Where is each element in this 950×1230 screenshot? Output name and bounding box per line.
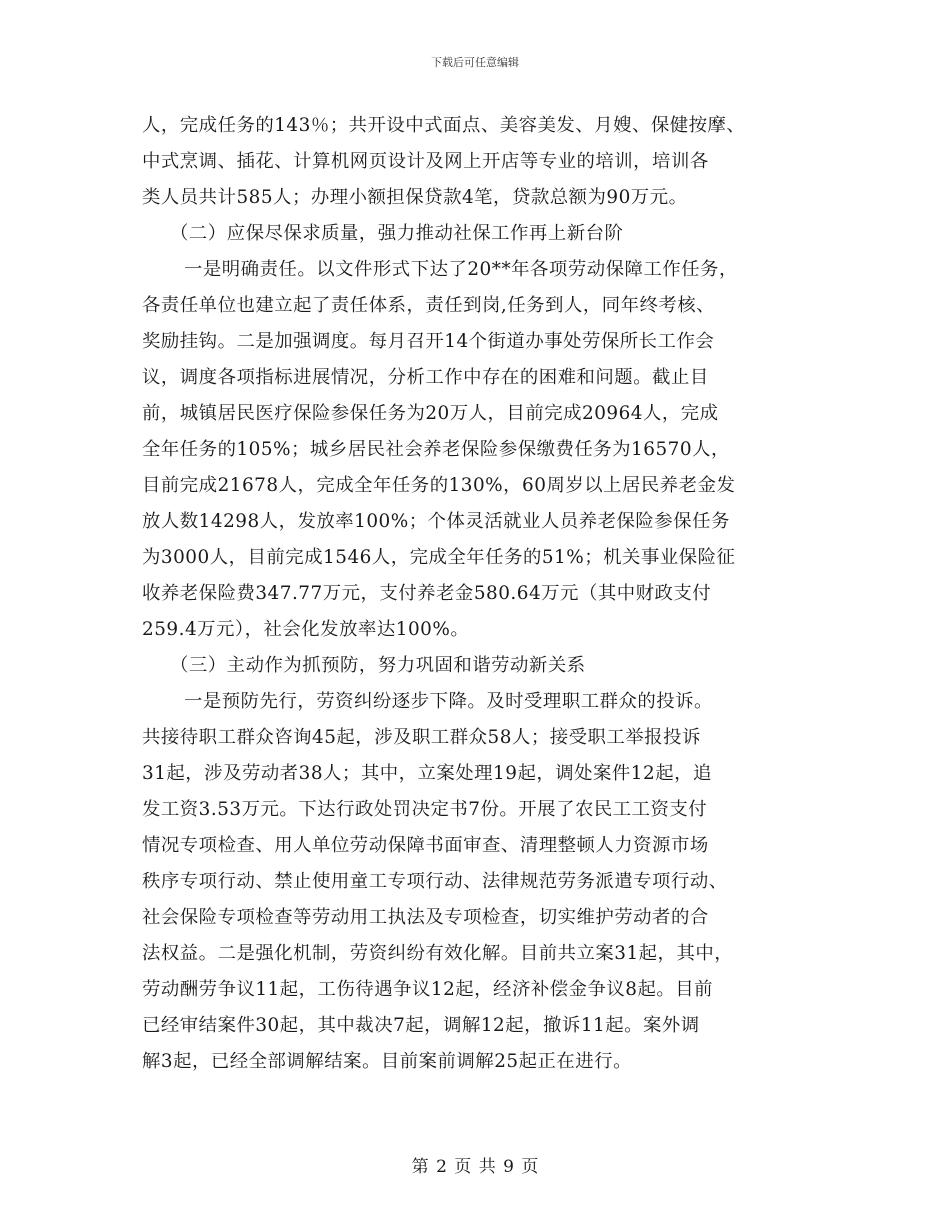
- text-line: 中式烹调、插花、计算机网页设计及网上开店等专业的培训，培训各: [142, 151, 709, 172]
- text-line: 法权益。二是强化机制，劳资纠纷有效化解。目前共立案31起，其中，: [142, 943, 734, 964]
- text-line: 人，完成任务的143％；共开设中式面点、美容美发、月嫂、保健按摩、: [142, 115, 746, 136]
- text-line: 31起，涉及劳动者38人；其中，立案处理19起，调处案件12起，追: [142, 763, 712, 784]
- text-line: 秩序专项行动、禁止使用童工专项行动、法律规范劳务派遣专项行动、: [142, 871, 728, 892]
- text-line: 前，城镇居民医疗保险参保任务为20万人，目前完成20964人，完成: [142, 403, 719, 424]
- text-line: 社会保险专项检查等劳动用工执法及专项检查，切实维护劳动者的合: [142, 907, 709, 928]
- text-line: 一是预防先行，劳资纠纷逐步下降。及时受理职工群众的投诉。: [184, 691, 713, 712]
- text-line: 放人数14298人，发放率100%；个体灵活就业人员养老保险参保任务: [142, 511, 730, 532]
- text-line: 收养老保险费347.77万元，支付养老金580.64万元（其中财政支付: [142, 583, 712, 604]
- text-line: 议，调度各项指标进展情况，分析工作中存在的困难和问题。截止目: [142, 367, 709, 388]
- section-heading: （三）主动作为抓预防，努力巩固和谐劳动新关系: [170, 655, 586, 676]
- text-line: 共接待职工群众咨询45起，涉及职工群众58人；接受职工举报投诉: [142, 727, 701, 748]
- text-line: 情况专项检查、用人单位劳动保障书面审查、清理整顿人力资源市场: [142, 835, 709, 856]
- text-line: 为3000人，目前完成1546人，完成全年任务的51%；机关事业保险征: [142, 547, 736, 568]
- document-body: [142, 108, 814, 1080]
- text-line: 解3起，已经全部调解结案。目前案前调解25起正在进行。: [142, 1051, 632, 1072]
- text-line: 类人员共计585人；办理小额担保贷款4笔，贷款总额为90万元。: [142, 187, 688, 208]
- section-heading: （二）应保尽保求质量，强力推动社保工作再上新台阶: [170, 223, 624, 244]
- text-line: 目前完成21678人，完成全年任务的130%，60周岁以上居民养老金发: [142, 475, 736, 496]
- text-line: 已经审结案件30起，其中裁决7起，调解12起，撤诉11起。案外调: [142, 1015, 700, 1036]
- page-number: 第 2 页 共 9 页: [411, 1157, 539, 1177]
- text-line: 劳动酬劳争议11起，工伤待遇争议12起，经济补偿金争议8起。目前: [142, 979, 714, 1000]
- text-line: 发工资3.53万元。下达行政处罚决定书7份。开展了农民工工资支付: [142, 799, 708, 820]
- text-line: 259.4万元），社会化发放率达100%。: [142, 619, 470, 640]
- text-line: 奖励挂钩。二是加强调度。每月召开14个街道办事处劳保所长工作会: [142, 331, 715, 352]
- page-header: 下载后可任意编辑: [431, 56, 519, 69]
- text-line: 全年任务的105%；城乡居民社会养老保险参保缴费任务为16570人，: [142, 439, 730, 460]
- text-line: 各责任单位也建立起了责任体系，责任到岗,任务到人，同年终考核、: [142, 295, 716, 316]
- text-line: 一是明确责任。以文件形式下达了20**年各项劳动保障工作任务，: [184, 259, 738, 280]
